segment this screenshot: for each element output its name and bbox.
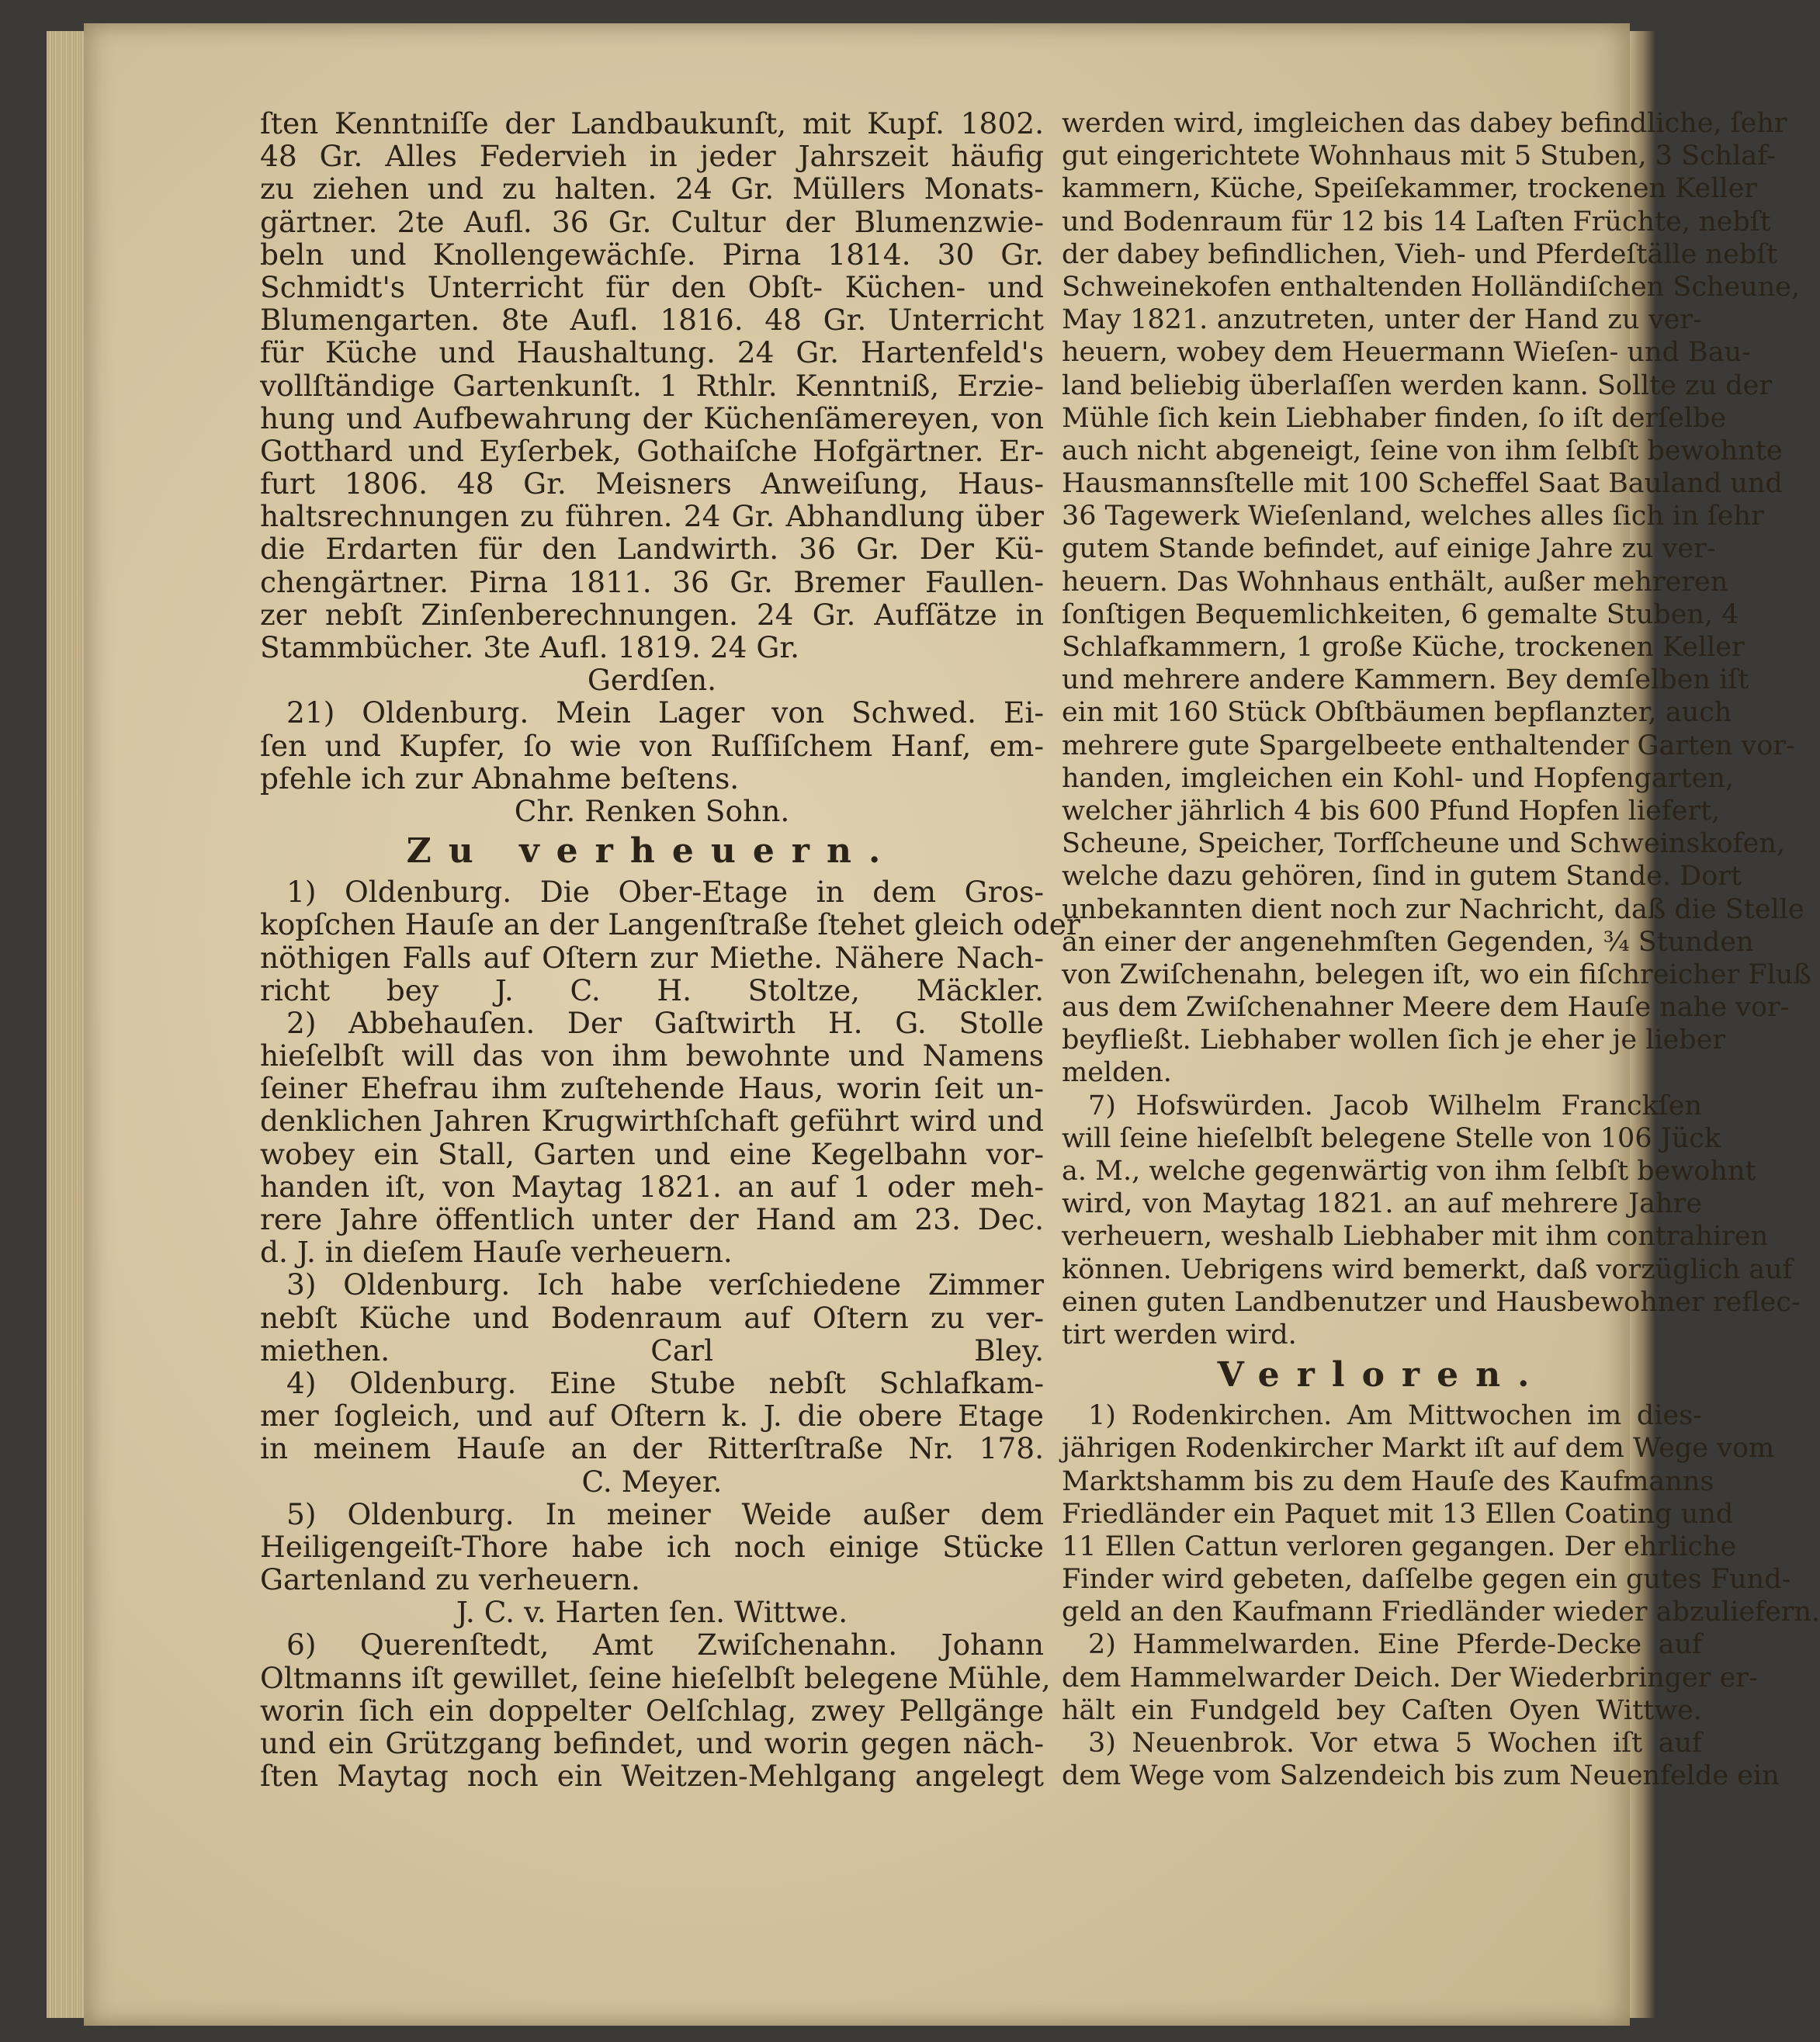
text-line: haltsrechnungen zu führen. 24 Gr. Abhandlung über (260, 499, 1044, 534)
text-line: in meinem Hauſe an der Ritterſtraße Nr. 178. (260, 1431, 1044, 1466)
text-line: Gotthard und Eyſerbek, Gothaiſche Hofgärtner. Er- (260, 433, 1044, 468)
text-line: können. Uebrigens wird bemerkt, daß vorzüglich auf (1062, 1253, 1793, 1285)
text-line: ſonſtigen Bequemlichkeiten, 6 gemalte Stuben, 4 (1062, 598, 1739, 630)
notice-21 (260, 696, 1044, 827)
text-line: kopſchen Hauſe an der Langenſtraße ſtehet gleich oder (260, 907, 1080, 942)
signature: C. Meyer. (581, 1464, 723, 1499)
text-line: 6) Querenſtedt, Amt Zwiſchenahn. Johann (286, 1628, 1044, 1662)
text-line: Stammbücher. 3te Aufl. 1819. 24 Gr. (260, 630, 800, 664)
text-line: vollſtändige Gartenkunſt. 1 Rthlr. Kenntniß, Erzie- (260, 368, 1044, 403)
text-line: melden. (1062, 1057, 1172, 1089)
text-line: heuern. Das Wohnhaus enthält, außer mehreren (1062, 566, 1728, 598)
text-line: nebſt Küche und Bodenraum auf Oſtern zu ver- (260, 1300, 1044, 1335)
text-line: und mehrere andere Kammern. Bey demſelben iſt (1062, 664, 1749, 696)
lost-notice-2 (1062, 1628, 1758, 1727)
text-line: mehrere gute Spargelbeete enthaltender Garten vor- (1062, 730, 1795, 761)
text-line: 1) Rodenkirchen. Am Mittwochen im dies- (1088, 1400, 1702, 1432)
book-advert-list (260, 107, 1044, 696)
text-line: Friedländer ein Paquet mit 13 Ellen Coating und (1062, 1498, 1734, 1530)
text-line: aus dem Zwiſchenahner Meere dem Hauſe nahe vor- (1062, 992, 1790, 1024)
section-heading: Zu verheuern. (406, 831, 898, 872)
left-column (260, 106, 1080, 1794)
text-line: miethen. Carl Bley. (260, 1333, 1044, 1368)
notice-7 (1062, 1090, 1801, 1352)
signature: J. C. v. Harten ſen. Wittwe. (456, 1595, 848, 1630)
text-line: 48 Gr. Alles Federvieh in jeder Jahrszeit häufig (260, 139, 1044, 174)
text-line: ſen und Kupfer, ſo wie von Ruſſiſchem Hanf, em- (260, 728, 1044, 763)
text-line: ſten Maytag noch ein Weitzen-Mehlgang angelegt (260, 1759, 1044, 1794)
section-heading: Verloren. (1217, 1355, 1547, 1395)
text-line: hung und Aufbewahrung der Küchenſämereyen, von (260, 400, 1044, 435)
text-line: gärtner. 2te Aufl. 36 Gr. Cultur der Blumenzwie- (260, 204, 1044, 239)
notice-2 (260, 1007, 1044, 1269)
text-line: worin ſich ein doppelter Oelſchlag, zwey Pellgänge (260, 1693, 1044, 1728)
text-line: land beliebig überlaſſen werden kann. Sollte zu der (1062, 369, 1773, 401)
text-line: 4) Oldenburg. Eine Stube nebſt Schlafkam- (286, 1365, 1044, 1400)
text-line: und ein Grützgang befindet, und worin gegen näch- (260, 1726, 1044, 1760)
text-line: Finder wird gebeten, daſſelbe gegen ein gutes Fund- (1062, 1564, 1791, 1596)
text-line: ſeiner Ehefrau ihm zuſtehende Haus, worin ſeit un- (260, 1071, 1044, 1106)
text-line: beln und Knollengewächſe. Pirna 1814. 30 Gr. (260, 237, 1044, 272)
text-line: der dabey befindlichen, Vieh- und Pferdeſtälle nebſt (1062, 238, 1778, 270)
text-line: welche dazu gehören, ſind in gutem Stande. Dort (1062, 861, 1742, 893)
text-line: Blumengarten. 8te Aufl. 1816. 48 Gr. Unterricht (260, 303, 1044, 338)
text-line: von Zwiſchenahn, belegen iſt, wo ein fiſchreicher Fluß (1062, 959, 1811, 990)
text-line: welcher jährlich 4 bis 600 Pfund Hopfen liefert, (1062, 795, 1721, 827)
text-line: Schmidt's Unterricht für den Obſt- Küchen- und (260, 269, 1044, 304)
text-line: 36 Tagewerk Wieſenland, welches alles ſich in ſehr (1062, 501, 1764, 532)
text-line: dem Wege vom Salzendeich bis zum Neuenfelde ein (1062, 1760, 1780, 1792)
right-column (1062, 107, 1820, 1792)
text-line: an einer der angenehmſten Gegenden, ¾ Stunden (1062, 926, 1754, 958)
text-line: einen guten Landbenutzer und Hausbewohner reflec- (1062, 1286, 1801, 1318)
text-line: a. M., welche gegenwärtig von ihm ſelbſt bewohnt (1062, 1156, 1756, 1187)
notice-4 (260, 1367, 1044, 1498)
text-line: richt bey J. C. H. Stoltze, Mäckler. (260, 972, 1044, 1007)
text-line: 3) Oldenburg. Ich habe verſchiedene Zimmer (286, 1267, 1044, 1302)
text-line: denklichen Jahren Krugwirthſchaft geführt wird und (260, 1104, 1044, 1139)
text-line: jährigen Rodenkircher Markt iſt auf dem Wege vom (1062, 1433, 1775, 1465)
text-line: verheuern, weshalb Liebhaber mit ihm contrahiren (1062, 1221, 1769, 1253)
text-line: unbekannten dient noch zur Nachricht, daß die Stelle (1062, 893, 1804, 925)
text-line: May 1821. anzutreten, unter der Hand zu ver- (1062, 304, 1702, 336)
text-line: 5) Oldenburg. In meiner Weide außer dem (286, 1496, 1044, 1531)
lost-notice-1 (1062, 1399, 1820, 1628)
notice-1 (260, 875, 1080, 1007)
text-line: rere Jahre öffentlich unter der Hand am 23. Dec. (260, 1202, 1044, 1236)
notice-6 (260, 1628, 1051, 1794)
text-line: gut eingerichtete Wohnhaus mit 5 Stuben, 3 Schlaf- (1062, 140, 1776, 172)
text-line: tirt werden wird. (1062, 1319, 1297, 1350)
notice-5 (260, 1498, 1044, 1629)
text-line: beyfließt. Liebhaber wollen ſich je eher je lieber (1062, 1024, 1726, 1056)
text-line: chengärtner. Pirna 1811. 36 Gr. Bremer Faullen- (260, 564, 1044, 599)
text-line: Mühle ſich kein Liebhaber finden, ſo iſt derſelbe (1062, 402, 1727, 434)
text-line: 2) Abbehauſen. Der Gaſtwirth H. G. Stolle (286, 1005, 1044, 1040)
text-line: die Erdarten für den Landwirth. 36 Gr. Der Kü- (260, 532, 1044, 567)
signature: Chr. Renken Sohn. (514, 793, 790, 828)
text-line: wobey ein Stall, Garten und eine Kegelbahn vor- (260, 1136, 1044, 1171)
text-line: geld an den Kaufmann Friedländer wieder abzuliefern. (1062, 1597, 1820, 1628)
text-line: Heiligengeiſt-Thore habe ich noch einige Stücke (260, 1529, 1044, 1564)
text-line: zu ziehen und zu halten. 24 Gr. Müllers Monats- (260, 172, 1044, 206)
text-line: dem Hammelwarder Deich. Der Wiederbringer er- (1062, 1662, 1758, 1694)
text-line: mer ſogleich, und auf Oſtern k. J. die obere Etage (260, 1399, 1044, 1434)
text-line: gutem Stande befindet, auf einige Jahre zu ver- (1062, 533, 1716, 565)
text-line: 21) Oldenburg. Mein Lager von Schwed. Ei- (286, 695, 1044, 730)
text-line: handen iſt, von Maytag 1821. an auf 1 oder meh- (260, 1169, 1044, 1204)
text-line: ein mit 160 Stück Obſtbäumen bepflanzter, auch (1062, 697, 1732, 729)
notice-6-continued (1062, 107, 1811, 1090)
text-line: pfehle ich zur Abnahme beſtens. (260, 761, 740, 796)
scanned-page (84, 23, 1820, 2026)
text-line: heuern, wobey dem Heuermann Wieſen- und Bau- (1062, 337, 1751, 369)
text-line: 11 Ellen Cattun verloren gegangen. Der ehrliche (1062, 1531, 1737, 1562)
text-line: zer nebſt Zinſenberechnungen. 24 Gr. Aufſätze in (260, 597, 1044, 632)
text-line: d. J. in dieſem Hauſe verheuern. (260, 1235, 733, 1270)
text-line: hieſelbſt will das von ihm bewohnte und Namens (260, 1038, 1044, 1073)
text-line: auch nicht abgeneigt, ſeine von ihm ſelbſt bewohnte (1062, 435, 1783, 466)
text-line: 2) Hammelwarden. Eine Pferde-Decke auf (1088, 1629, 1702, 1661)
text-line: Gartenland zu verheuern. (260, 1562, 640, 1597)
text-line: Oltmanns iſt gewillet, ſeine hieſelbſt belegene Mühle, (260, 1660, 1051, 1695)
lost-notice-3 (1062, 1727, 1780, 1792)
text-line: furt 1806. 48 Gr. Meisners Anweiſung, Haus- (260, 466, 1044, 501)
text-line: handen, imgleichen ein Kohl- und Hopfengarten, (1062, 762, 1735, 794)
signature: Gerdſen. (587, 663, 717, 698)
text-line: Scheune, Speicher, Torfſcheune und Schweinskofen, (1062, 828, 1785, 860)
text-line: wird, von Maytag 1821. an auf mehrere Jahre (1062, 1188, 1702, 1220)
text-line: 3) Neuenbrok. Vor etwa 5 Wochen iſt auf (1088, 1728, 1702, 1759)
text-line: kammern, Küche, Speiſekammer, trockenen Keller (1062, 173, 1758, 205)
text-line: werden wird, imgleichen das dabey befindliche, ſehr (1062, 108, 1787, 139)
text-line: und Bodenraum für 12 bis 14 Laſten Früchte, nebſt (1062, 206, 1771, 237)
text-line: 7) Hofswürden. Jacob Wilhelm Franckſen (1088, 1090, 1702, 1122)
text-line: 1) Oldenburg. Die Ober-Etage in dem Gros- (286, 875, 1044, 910)
text-line: ſten Kenntniſſe der Landbaukunſt, mit Kupf. 1802. (260, 106, 1044, 140)
text-line: Schlafkammern, 1 große Küche, trockenen Keller (1062, 632, 1745, 663)
notice-3 (260, 1268, 1044, 1367)
text-line: nöthigen Falls auf Oſtern zur Miethe. Nähere Nach- (260, 940, 1044, 975)
text-line: will ſeine hieſelbſt belegene Stelle von 106 Jück (1062, 1122, 1721, 1154)
text-line: Schweinekofen enthaltenden Holländiſchen Scheune, (1062, 271, 1801, 303)
text-line: für Küche und Haushaltung. 24 Gr. Hartenfeld's (260, 335, 1044, 370)
text-line: Marktshamm bis zu dem Hauſe des Kaufmanns (1062, 1465, 1714, 1497)
text-line: Hausmannsſtelle mit 100 Scheffel Saat Bauland und (1062, 468, 1783, 500)
text-line: hält ein Fundgeld bey Caſten Oyen Wittwe. (1062, 1694, 1702, 1726)
